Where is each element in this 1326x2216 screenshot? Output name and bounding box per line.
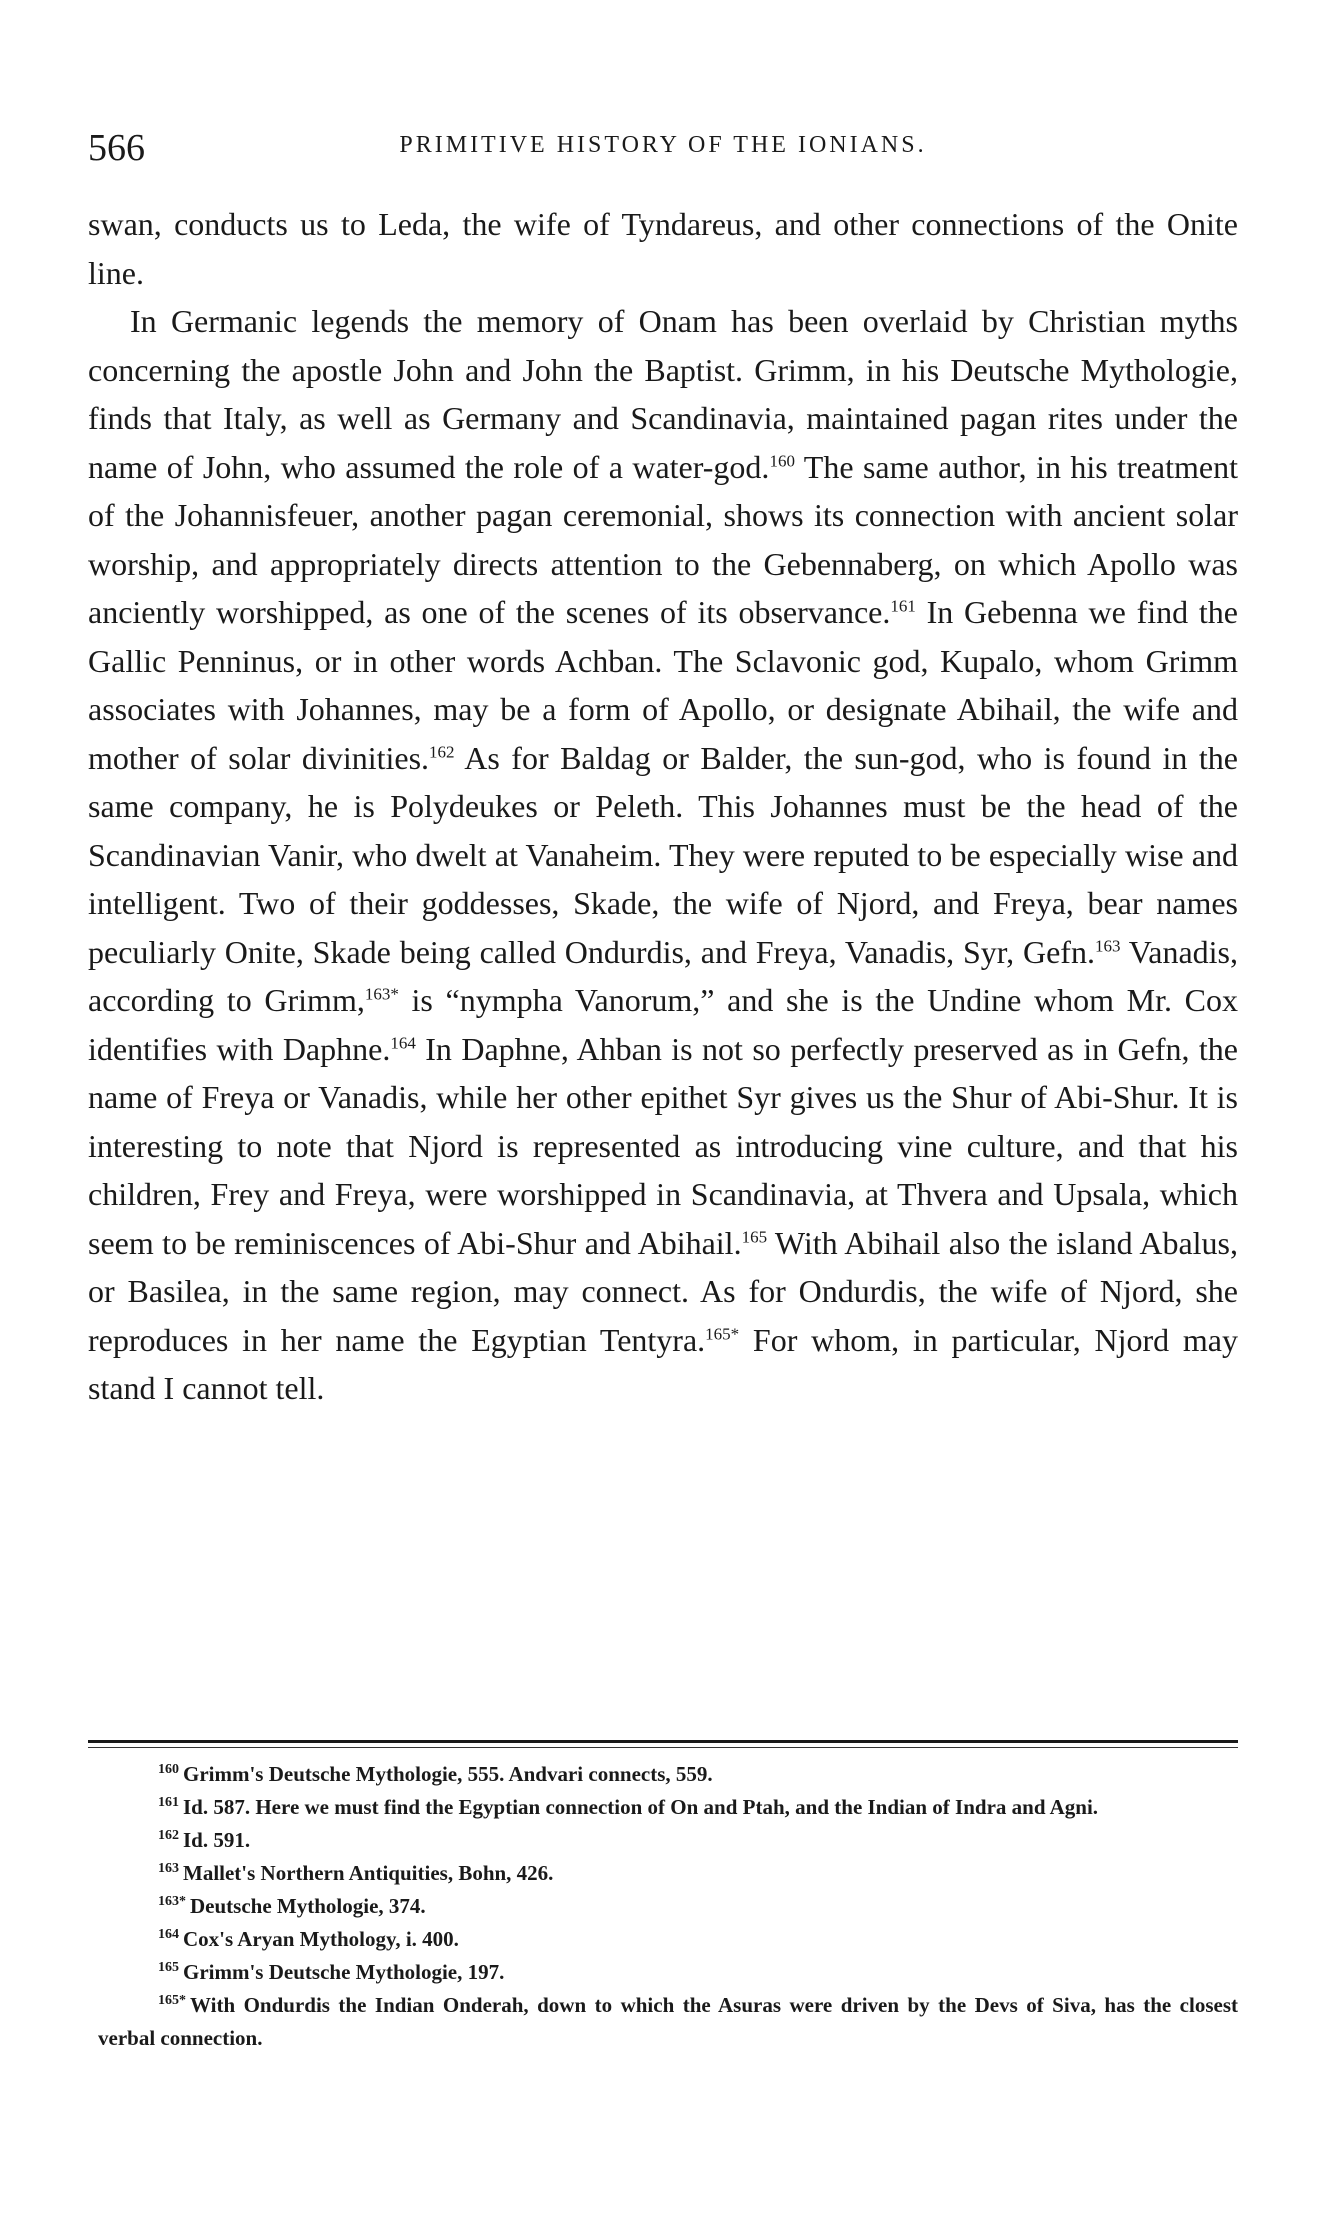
footnote-ref: 165* bbox=[705, 1323, 740, 1343]
footnote-mark: 165 bbox=[158, 1960, 179, 1975]
text-run: In Daphne, Ahban is not so perfectly preserved as in Gefn, the name of Freya or Vanadis, while her other epithet Syr gives us the Shur of Abi-Shur. It is interesting to note that Njord is represented as introducing vine culture, and that his children, Frey and Freya, were worshipped in Scandinavia, at Thvera and Upsala, which seem to be reminiscences of Abi-Shur and Abihail. bbox=[88, 1030, 1239, 1261]
footnote-mark: 165* bbox=[158, 1993, 186, 2008]
text-run: Vanadis, according to Grimm, bbox=[88, 933, 1239, 1018]
paragraph-2 bbox=[88, 297, 1238, 1413]
footnote-text: With Ondurdis the Indian Onderah, down to which the Asuras were driven by the Devs of Siva, has the closest verbal connection. bbox=[98, 1993, 1238, 2050]
footnote bbox=[98, 1857, 1238, 1890]
footnote-ref: 162 bbox=[429, 741, 455, 761]
footnote-text: Mallet's Northern Antiquities, Bohn, 426. bbox=[183, 1861, 554, 1885]
footnote bbox=[98, 1791, 1238, 1824]
footnote-ref: 160 bbox=[769, 450, 795, 470]
footnote-ref: 165 bbox=[741, 1226, 768, 1246]
running-head: PRIMITIVE HISTORY OF THE IONIANS. bbox=[399, 132, 927, 158]
footnote-mark: 162 bbox=[158, 1828, 179, 1843]
text-run: As for Baldag or Balder, the sun-god, who is found in the same company, he is Polydeukes or Peleth. This Johannes must be the head of the Scandinavian Vanir, who dwelt at Vanaheim. They were reputed to be especially wise and intelligent. Two of their goddesses, Skade, the wife of Njord, and Freya, bear names peculiarly Onite, Skade being called Ondurdis, and Freya, Vanadis, Syr, Gefn. bbox=[88, 739, 1239, 970]
text-run: The same author, in his treatment of the Johannisfeuer, another pagan ceremonial, shows its connection with ancient solar worship, and appropriately directs attention to the Gebennaberg, on which Apollo was anciently worshipped, as one of the scenes of its observance. bbox=[88, 448, 1239, 630]
footnote-mark: 163* bbox=[158, 1894, 186, 1909]
paragraph-1: swan, conducts us to Leda, the wife of Tyndareus, and other connections of the Onite line. bbox=[88, 206, 1238, 291]
footnote bbox=[98, 1824, 1238, 1857]
footnote-mark: 163 bbox=[158, 1861, 179, 1876]
footnote-mark: 161 bbox=[158, 1795, 179, 1810]
footnote-ref: 164 bbox=[390, 1032, 416, 1052]
text-run: For whom, in particular, Njord may stand I cannot tell. bbox=[88, 1321, 1239, 1406]
footnote bbox=[98, 1758, 1238, 1791]
footnote-mark: 160 bbox=[158, 1762, 179, 1777]
footnote bbox=[98, 1923, 1238, 1956]
text-run: is “nympha Vanorum,” and she is the Undine whom Mr. Cox identifies with Daphne. bbox=[88, 982, 1239, 1067]
footnote bbox=[98, 1890, 1238, 1923]
body-text bbox=[88, 200, 1238, 1413]
footnote-divider bbox=[88, 1740, 1238, 1743]
footnote-mark: 164 bbox=[158, 1927, 179, 1942]
footnote-text: Grimm's Deutsche Mythologie, 197. bbox=[183, 1960, 505, 1984]
footnote-text: Id. 587. Here we must find the Egyptian connection of On and Ptah, and the Indian of Indra and Agni. bbox=[183, 1795, 1099, 1819]
footnote-text: Deutsche Mythologie, 374. bbox=[190, 1894, 426, 1918]
footnote-ref: 163 bbox=[1094, 935, 1121, 955]
text-run: In Germanic legends the memory of Onam has been overlaid by Christian myths concerning the apostle John and John the Baptist. Grimm, in his Deutsche Mythologie, finds that Italy, as well as Germany and Scandinavia, maintained pagan rites under the name of John, who assumed the role of a water-god. bbox=[88, 303, 1238, 485]
text-run: With Abihail also the island Abalus, or Basilea, in the same region, may connect. As for Ondurdis, the wife of Njord, she reproduces in her name the Egyptian Tentyra. bbox=[88, 1224, 1239, 1358]
footnote-text: Grimm's Deutsche Mythologie, 555. Andvari connects, 559. bbox=[183, 1762, 713, 1786]
footnote-text: Cox's Aryan Mythology, i. 400. bbox=[183, 1927, 459, 1951]
text-run: In Gebenna we find the Gallic Penninus, or in other words Achban. The Sclavonic god, Kupalo, whom Grimm associates with Johannes, may be a form of Apollo, or designate Abihail, the wife and mother of solar divinities. bbox=[88, 594, 1239, 776]
page-header bbox=[88, 126, 1238, 176]
footnote bbox=[98, 1956, 1238, 1989]
footnotes bbox=[98, 1758, 1238, 2055]
footnote-ref: 163* bbox=[364, 984, 399, 1004]
footnote bbox=[98, 1989, 1238, 2055]
footnote-ref: 161 bbox=[890, 596, 916, 616]
footnote-text: Id. 591. bbox=[183, 1828, 251, 1852]
page-number: 566 bbox=[88, 127, 145, 169]
footnote-divider-thin bbox=[88, 1747, 1238, 1748]
